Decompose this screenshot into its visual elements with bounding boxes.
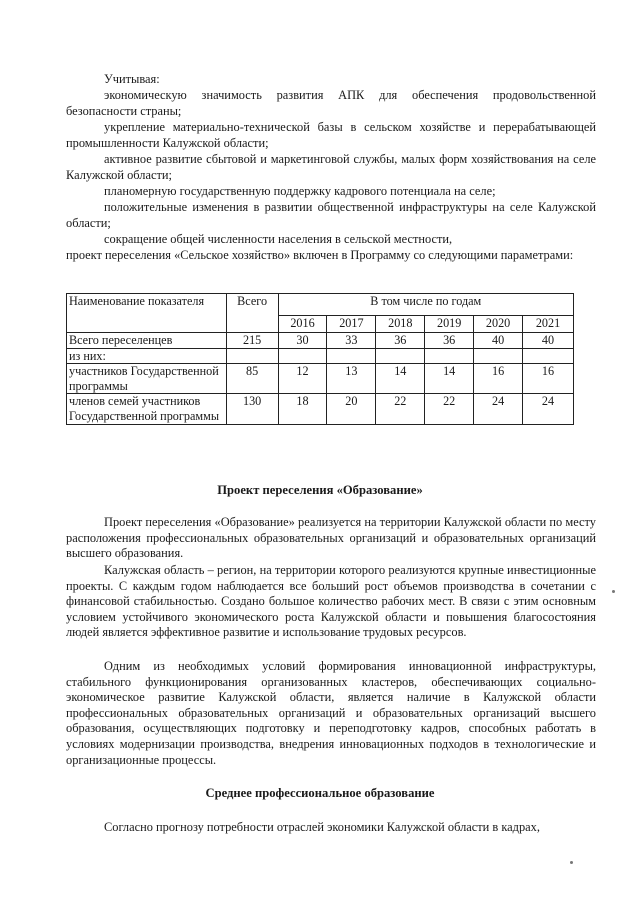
intro-item: планомерную государственную поддержку кадрового потенциала на селе; — [104, 184, 496, 198]
intro-lead: Учитывая: — [104, 72, 160, 86]
table-row — [67, 333, 574, 349]
scan-speck — [570, 861, 573, 864]
section-education-paragraph: Калужская область – регион, на территории которого реализуются крупные инвестиционные проекты. С каждым годом наблюдается все больший рост объемов производства в сочетании с финансовой стабильностью. Создано большое количество рабочих мест. В связи с этим основным условием устойчивого экономического роста Калужской области и повышения благосостояния людей является эффективное развитие и использование трудовых ресурсов. — [66, 563, 596, 640]
intro-item: сокращение общей численности населения в сельской местности, — [104, 232, 453, 246]
row-total: 130 — [226, 394, 278, 424]
row-value: 16 — [474, 364, 523, 394]
header-year: 2021 — [523, 316, 574, 333]
intro-item: экономическую значимость развития АПК для обеспечения продовольственной безопасности страны; — [66, 88, 596, 118]
row-value: 33 — [327, 333, 376, 349]
row-value: 30 — [278, 333, 327, 349]
row-value: 18 — [278, 394, 327, 424]
section-vocational-title: Среднее профессиональное образование — [205, 786, 435, 800]
section-education-paragraph: Проект переселения «Образование» реализуется на территории Калужской области по месту расположения профессиональных образовательных организаций и образовательных организаций высшего образования. — [66, 515, 596, 561]
row-total: 85 — [226, 364, 278, 394]
intro-item: положительные изменения в развитии общественной инфраструктуры на селе Калужской области; — [66, 200, 596, 230]
row-value — [474, 348, 523, 364]
row-value: 24 — [523, 394, 574, 424]
table-row — [67, 364, 574, 394]
header-total: Всего — [226, 294, 278, 333]
header-indicator: Наименование показателя — [67, 294, 227, 333]
header-year: 2017 — [327, 316, 376, 333]
row-total: 215 — [226, 333, 278, 349]
row-label: из них: — [67, 348, 227, 364]
row-label: Всего переселенцев — [67, 333, 227, 349]
intro-project-line: проект переселения «Сельское хозяйство» включен в Программу со следующими параметрами: — [66, 248, 574, 262]
header-year: 2018 — [376, 316, 425, 333]
row-value: 12 — [278, 364, 327, 394]
section-education-paragraph: Одним из необходимых условий формирования инновационной инфраструктуры, стабильного функционирования организованных кластеров, обеспечивающих социально-экономическое развитие Калужской области, является наличие в Калужской области профессиональных образовательных организаций и образовательных организаций высшего образования, осуществляющих подготовку и переподготовку кадров, способных работать в условиях модернизации производства, внедрения инновационных подходов в технологические и организационные процессы. — [66, 659, 596, 767]
row-value: 16 — [523, 364, 574, 394]
row-total — [226, 348, 278, 364]
intro-item: укрепление материально-технической базы в сельском хозяйстве и перерабатывающей промышленности Калужской области; — [66, 120, 596, 150]
row-value — [425, 348, 474, 364]
row-value — [376, 348, 425, 364]
header-years-group: В том числе по годам — [278, 294, 573, 316]
row-value: 36 — [376, 333, 425, 349]
row-value: 40 — [474, 333, 523, 349]
section-education-title: Проект переселения «Образование» — [217, 483, 423, 497]
resettlement-table — [66, 293, 574, 425]
row-value — [523, 348, 574, 364]
table-header-row — [67, 294, 574, 316]
row-label: членов семей участников Государственной программы — [67, 394, 227, 424]
section-vocational-paragraph: Согласно прогнозу потребности отраслей экономики Калужской области в кадрах, — [104, 820, 540, 834]
row-value: 36 — [425, 333, 474, 349]
table-row — [67, 348, 574, 364]
row-value: 14 — [425, 364, 474, 394]
row-value: 24 — [474, 394, 523, 424]
row-value: 14 — [376, 364, 425, 394]
header-year: 2019 — [425, 316, 474, 333]
header-year: 2016 — [278, 316, 327, 333]
row-label: участников Государственной программы — [67, 364, 227, 394]
table-row — [67, 394, 574, 424]
header-year: 2020 — [474, 316, 523, 333]
row-value — [278, 348, 327, 364]
scan-speck — [612, 590, 615, 593]
row-value: 22 — [376, 394, 425, 424]
row-value: 22 — [425, 394, 474, 424]
row-value: 20 — [327, 394, 376, 424]
row-value: 13 — [327, 364, 376, 394]
row-value: 40 — [523, 333, 574, 349]
intro-item: активное развитие сбытовой и маркетинговой службы, малых форм хозяйствования на селе Калужской области; — [66, 152, 596, 182]
row-value — [327, 348, 376, 364]
